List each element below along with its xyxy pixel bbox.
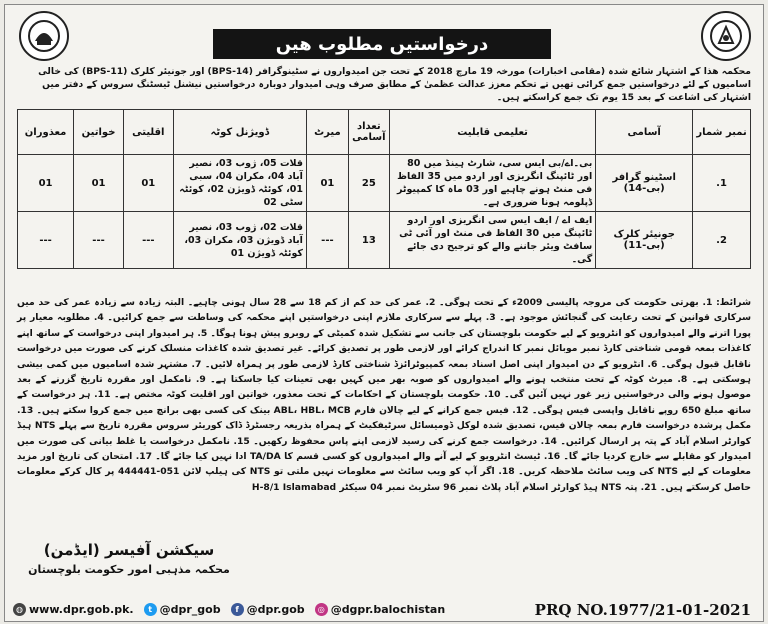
header-qualification: تعلیمی قابلیت xyxy=(389,110,595,155)
facebook-handle: @dpr.gob xyxy=(246,602,305,616)
signatory-title: سیکشن آفیسر (ایڈمن) xyxy=(43,541,215,559)
intro-paragraph: محکمہ ھذا کے اشتہار شائع شدہ (مقامی اخبارات) مورخہ 19 مارچ 2018 کے تحت جن امیدواروں نے سٹینوگرافر (BPS-14) اور جونیئر کلرک (BPS-11) کی خالی اسامیوں کے لئے درخواستیں جمع کرائی تھیں تے تحکم معزز عدالت عظمیٰ کے مطابق صرف وہی امیدوار دوبارہ درخواستیں نیشنل ٹیسٹنگ سروس کے دفتر میں اشتہار کی اشاعت کے بعد 15 یوم تک جمع کراسکتے ہیں۔ xyxy=(38,66,751,103)
cell-disabled: 01 xyxy=(18,155,74,212)
cell-merit: --- xyxy=(306,212,348,269)
header-disabled: معذوران xyxy=(18,110,74,155)
seal-icon xyxy=(709,19,743,53)
cell-divisional-quota: قلات 02، ژوب 03، نصیر آباد ڈویژن 03، مکران 03، کوئٹہ ڈویژن 01 xyxy=(173,212,306,269)
cell-post: اسٹینو گرافر (بی-14) xyxy=(596,155,693,212)
cell-merit: 01 xyxy=(306,155,348,212)
table-row xyxy=(18,212,751,269)
cell-qualification: ایف اے / ایف ایس سی انگریزی اور اردو ٹائپنگ میں 30 الفاظ فی منٹ اور آئی ٹی سافٹ ویئر جاننے والے کو ترجیح دی جائے گی۔ xyxy=(389,212,595,269)
government-seal-logo xyxy=(701,11,751,61)
facebook-icon: f xyxy=(231,603,244,616)
table-row xyxy=(18,155,751,212)
header-serial: نمبر شمار xyxy=(693,110,751,155)
cell-post: جونیئر کلرک (بی-11) xyxy=(596,212,693,269)
header-women: خواتین xyxy=(74,110,124,155)
cell-minority: 01 xyxy=(123,155,173,212)
cell-minority: --- xyxy=(123,212,173,269)
header-merit: میرٹ xyxy=(306,110,348,155)
signature-block xyxy=(19,541,239,576)
page-title: درخواستیں مطلوب ھیں xyxy=(213,29,551,59)
website-text: www.dpr.gob.pk. xyxy=(29,602,134,616)
twitter-handle: @dpr_gob xyxy=(159,602,221,616)
cell-women: --- xyxy=(74,212,124,269)
cell-count: 25 xyxy=(348,155,389,212)
cell-qualification: بی۔اے/بی ایس سی، شارٹ ہینڈ میں 80 اور ٹائپنگ انگریزی اور اردو میں 35 الفاظ فی منٹ ہونے چاہیے اور 03 ماہ کا کمپیوٹر ڈپلومہ ہونا ضروری ہے۔ xyxy=(389,155,595,212)
cell-count: 13 xyxy=(348,212,389,269)
cell-serial: 1. xyxy=(693,155,751,212)
header-post: آسامی xyxy=(596,110,693,155)
table-header-row xyxy=(18,110,751,155)
cell-women: 01 xyxy=(74,155,124,212)
conditions-text: 1. بھرتی حکومت کی مروجہ پالیسی 2009ء کے تحت ہوگی۔ 2. عمر کی حد کم از کم 18 سے 28 سال ہونی چاہیے۔ البتہ زیادہ سے زیادہ عمر کی حد میں سرکاری قوانین کے تحت رعایت کی گنجائش موجود ہے۔ 3. پہلے سے سرکاری ملازم اپنی درخواستیں اپنے محکمہ کی وساطت سے جمع کرائیں۔ 4. مطلوبہ معیار پر پورا اترنے والے امیدواروں کو انٹرویو کے لیے حکومت بلوچستان کی جانب سے تشکیل شدہ کمیٹی کے روبرو پیش ہونا ہوگا۔ 5. ہر امیدوار اپنی درخواست کے ساتھ اپنے کاغذات بمعہ قومی شناختی کارڈ نمبر موبائل نمبر کا اندراج کرائے اور لازمی طور پر تصدیق کرائے۔ غیر تصدیق شدہ کاغذات منسلک کرنے کی صورت میں درخواست ناقابل قبول ہوگی۔ 6. انٹرویو کے دن امیدوار اپنی اصل اسناد بمعہ کمپیوٹرائزڈ شناختی کارڈ لازمی طور پر ہمراہ لائیں۔ 7. مشتہر شدہ اسامیوں میں کمی بیشی ہوسکتی ہے۔ 8. میرٹ کوٹہ کے تحت منتخب ہونے والے امیدواروں کو صوبہ بھر میں کہیں بھی تعینات کیا جاسکتا ہے۔ 9. نامکمل اور مقررہ تاریخ گزرنے کے بعد موصول ہونے والی درخواستیں زیر غور نہیں آئیں گی۔ 10. حکومت بلوچستان کے احکامات کے تحت معذور، خواتین اور اقلیت کوٹہ مختص ہے۔ 11. ہر درخواست کے ساتھ مبلغ 650 روپے ناقابل واپسی فیس ہوگی۔ 12. فیس جمع کرانے کے لیے چالان فارم ABL، HBL، MCB بینک کی کسی بھی برانچ میں جمع کروا سکتے ہیں۔ 13. مکمل پرشدہ درخواست فارم بمعہ چالان فیس، تصدیق شدہ لوکل ڈومیسائل سرٹیفکیٹ کے ہمراہ بذریعہ رجسٹرڈ ڈاک کوریئر سروس مقررہ تاریخ سے پہلے NTS ہیڈ کوارٹر اسلام آباد کے پتہ پر ارسال کرائیں۔ 14. درخواست جمع کرنے کی رسید لازمی اپنے پاس محفوظ رکھیں۔ 15. نامکمل درخواست یا غلط بیانی کی صورت میں امیدوار کو مقابلے سے خارج کردیا جائے گا۔ 16. ٹیسٹ انٹرویو کے لیے آنے والے امیدواروں کو کسی قسم کا TA/DA ادا نہیں کیا جائے گا۔ 17. امتحان کی تاریخ اور مزید معلومات کے لیے NTS کی ویب سائٹ ملاحظہ کریں۔ 18. اگر آپ کو ویب سائٹ سے معلومات نہیں ملتی تو NTS کی ہیلپ لائن 051-444441 پر کال کرکے معلومات حاصل کرسکتے ہیں۔ 21. پتہ NTS ہیڈ کوارٹر اسلام آباد پلاٹ نمبر 96 سٹریٹ نمبر 04 سیکٹر H-8/1 Islamabad xyxy=(17,297,752,493)
footer-website[interactable] xyxy=(13,603,134,616)
header-count: تعداد آسامی xyxy=(348,110,389,155)
instagram-icon: ◎ xyxy=(315,603,328,616)
twitter-icon: t xyxy=(144,603,157,616)
footer-twitter[interactable] xyxy=(144,603,221,616)
balochistan-emblem-logo xyxy=(19,11,69,61)
signatory-department: محکمہ مذہبی امور حکومت بلوچستان xyxy=(28,563,230,576)
instagram-handle: @dgpr.balochistan xyxy=(330,602,446,616)
emblem-icon xyxy=(27,19,61,53)
header-divisional-quota: ڈویژنل کوٹہ xyxy=(173,110,306,155)
header-minority: اقلیتی xyxy=(123,110,173,155)
cell-disabled: --- xyxy=(18,212,74,269)
globe-icon: ◍ xyxy=(13,603,26,616)
cell-divisional-quota: قلات 05، ژوب 03، نصیر آباد 04، مکران 04، سبی 01، کوئٹہ ڈویژن 02، کوئٹہ سٹی 02 xyxy=(173,155,306,212)
footer-instagram[interactable] xyxy=(315,603,445,616)
advertisement-page xyxy=(4,4,764,622)
vacancy-table xyxy=(17,109,751,269)
reference-number: PRQ NO.1977/21-01-2021 xyxy=(534,601,751,619)
footer-facebook[interactable] xyxy=(231,603,305,616)
conditions-label: شرائط: xyxy=(716,297,751,308)
cell-serial: 2. xyxy=(693,212,751,269)
conditions-block xyxy=(17,295,751,495)
